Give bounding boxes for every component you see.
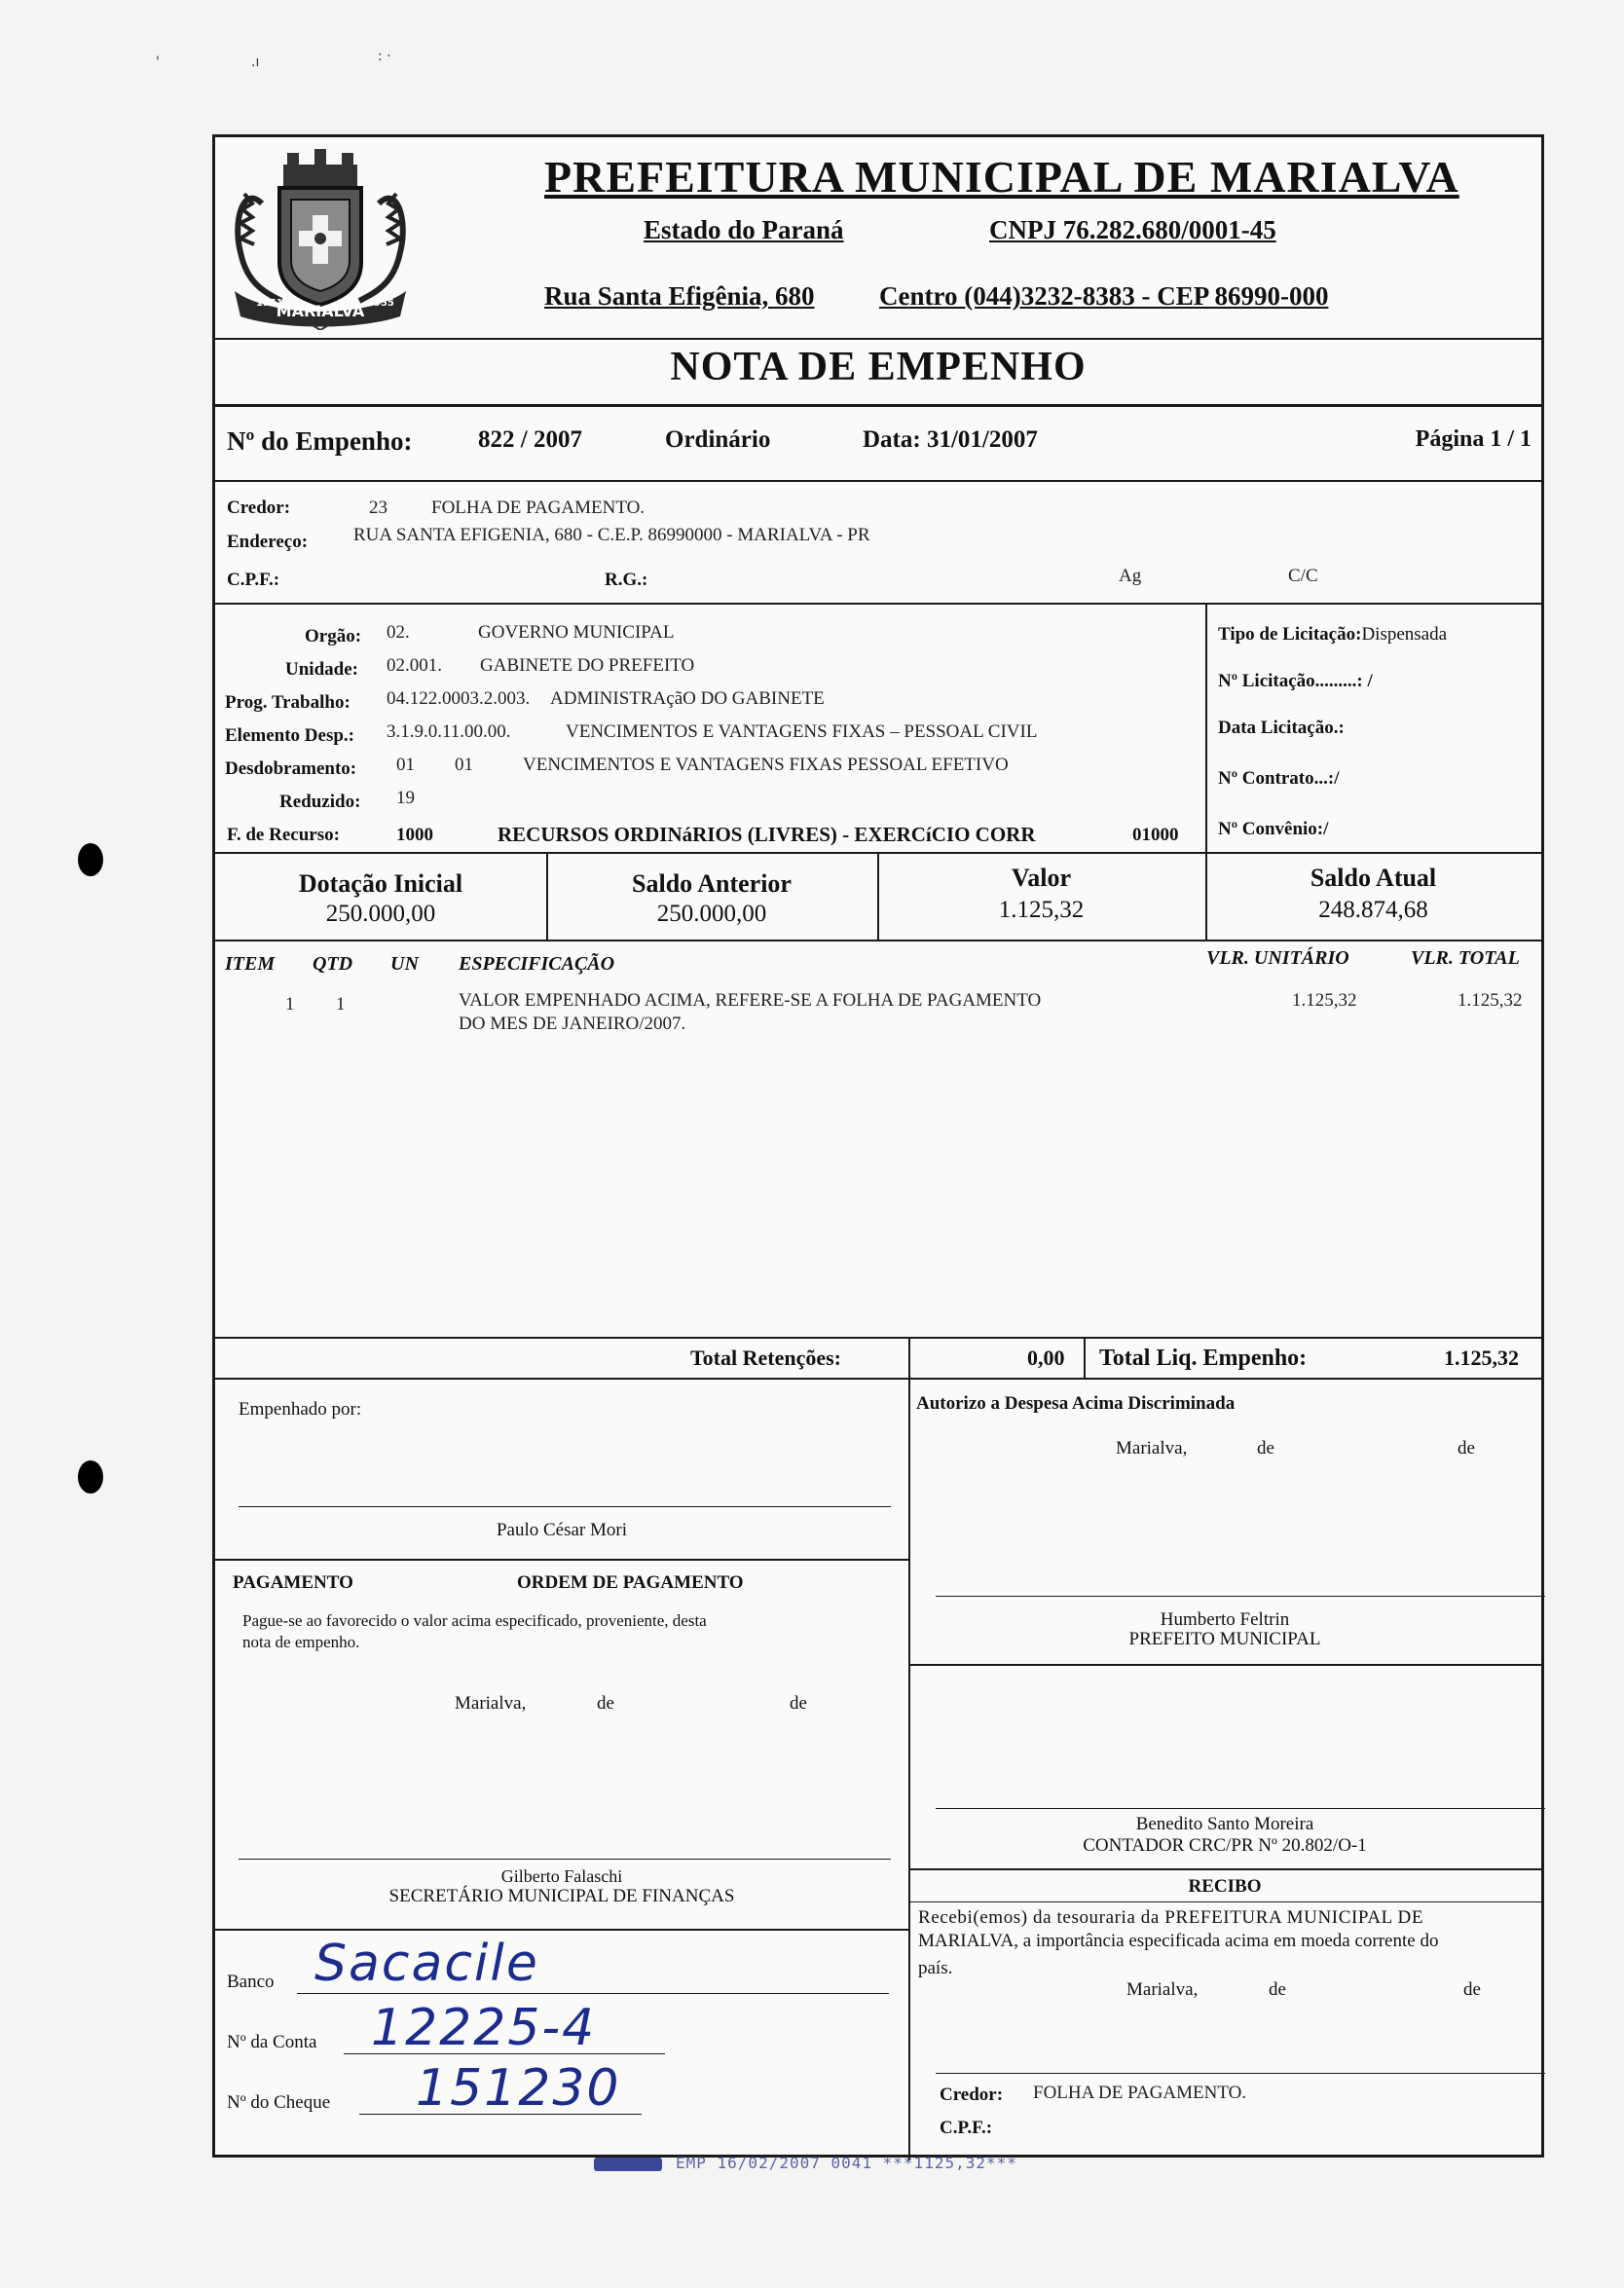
saldo-anterior-value: 250.000,00 [656, 901, 767, 927]
punch-hole-top [78, 843, 103, 876]
elemento-code: 3.1.9.0.11.00.00. [387, 721, 511, 742]
col-item-header: ITEM [225, 953, 276, 975]
punch-hole-bottom [78, 1460, 103, 1494]
total-liquido-value: 1.125,32 [1444, 1346, 1519, 1370]
account-label: C/C [1288, 566, 1318, 586]
unidade-name: GABINETE DO PREFEITO [480, 655, 695, 676]
page-title: PREFEITURA MUNICIPAL DE MARIALVA [544, 152, 1459, 202]
numero-contrato: Nº Contrato...:/ [1218, 768, 1340, 789]
saldo-atual-label: Saldo Atual [1310, 864, 1437, 892]
conta-label: Nº da Conta [227, 2032, 317, 2052]
scan-speck: : · [378, 49, 391, 64]
dotacao-inicial-label: Dotação Inicial [298, 869, 463, 898]
cheque-handwritten: 151230 [416, 2059, 621, 2118]
total-liquido-label: Total Liq. Empenho: [1099, 1346, 1308, 1371]
empenho-number-label: Nº do Empenho: [227, 426, 413, 456]
pagamento-text-line-2: nota de empenho. [242, 1633, 360, 1651]
col-un-header: UN [390, 953, 419, 975]
credor-code: 23 [369, 498, 388, 518]
scan-speck: ' [156, 55, 160, 70]
secretario-name: Gilberto Falaschi [500, 1866, 623, 1886]
recibo-text-line-3: país. [918, 1958, 953, 1978]
contact-info: Centro (044)3232-8383 - CEP 86990-000 [879, 281, 1329, 311]
fonte-recurso-name: RECURSOS ORDINáRIOS (LIVRES) - EXERCíCIO CORR [498, 823, 1036, 846]
prog-label: Prog. Trabalho: [225, 692, 351, 713]
city-coat-of-arms-icon [223, 145, 418, 330]
total-retencoes-value: 0,00 [1027, 1346, 1065, 1370]
col-qtd-header: QTD [313, 953, 353, 975]
empenho-number: 822 / 2007 [478, 426, 582, 453]
credor-name: FOLHA DE PAGAMENTO. [431, 498, 646, 518]
autorizo-place: Marialva, [1116, 1438, 1188, 1458]
empenhado-por-name: Paulo César Mori [496, 1520, 628, 1540]
item-qtd: 1 [336, 994, 346, 1015]
secretario-title: SECRETÁRIO MUNICIPAL DE FINANÇAS [388, 1886, 735, 1906]
unidade-label: Unidade: [285, 659, 358, 680]
conta-handwritten: 12225-4 [371, 1999, 597, 2057]
document-title: NOTA DE EMPENHO [670, 345, 1087, 389]
empenho-type: Ordinário [665, 426, 771, 453]
recibo-title: RECIBO [1188, 1876, 1262, 1897]
desdobramento-code-2: 01 [455, 755, 473, 775]
elemento-name: VENCIMENTOS E VANTAGENS FIXAS – PESSOAL CIVIL [566, 721, 1038, 742]
pagamento-de-2: de [790, 1693, 807, 1714]
desdobramento-name: VENCIMENTOS E VANTAGENS FIXAS PESSOAL EFETIVO [523, 755, 1009, 775]
recibo-text-line-1: Recebi(emos) da tesouraria da PREFEITURA MUNICIPAL DE [918, 1907, 1424, 1928]
col-especificacao-header: ESPECIFICAÇÃO [459, 953, 615, 975]
recibo-de-1: de [1269, 1979, 1286, 2000]
pagamento-label: PAGAMENTO [233, 1572, 353, 1593]
contador-name: Benedito Santo Moreira [1135, 1814, 1314, 1834]
fonte-recurso-code-2: 01000 [1132, 825, 1179, 845]
item-number: 1 [285, 994, 295, 1015]
numero-licitacao: Nº Licitação.........: / [1218, 671, 1373, 691]
item-description-line-2: DO MES DE JANEIRO/2007. [459, 1014, 686, 1034]
fonte-recurso-label: F. de Recurso: [227, 825, 340, 845]
prog-code: 04.122.0003.2.003. [387, 688, 531, 709]
svg-text:1955: 1955 [367, 298, 394, 309]
cpf-label: C.P.F.: [227, 570, 280, 590]
cheque-label: Nº do Cheque [227, 2092, 331, 2113]
valor-label: Valor [1011, 864, 1072, 892]
svg-text:MARIALVA: MARIALVA [276, 302, 365, 320]
banco-handwritten: Sacacile [314, 1935, 539, 1993]
item-total-value: 1.125,32 [1458, 990, 1523, 1011]
empenho-date: Data: 31/01/2007 [863, 426, 1038, 453]
credor-label: Credor: [227, 498, 291, 518]
contador-title: CONTADOR CRC/PR Nº 20.802/O-1 [1083, 1835, 1367, 1856]
nota-de-empenho-form [212, 134, 1544, 2158]
recibo-credor-value: FOLHA DE PAGAMENTO. [1033, 2083, 1247, 2103]
orgao-name: GOVERNO MUNICIPAL [478, 622, 675, 643]
recibo-de-2: de [1463, 1979, 1481, 2000]
desdobramento-code-1: 01 [396, 755, 415, 775]
scan-speck: .ı [251, 55, 260, 70]
elemento-label: Elemento Desp.: [225, 725, 354, 746]
prog-name: ADMINISTRAçãO DO GABINETE [550, 688, 825, 709]
reduzido-value: 19 [396, 788, 415, 808]
saldo-anterior-label: Saldo Anterior [632, 869, 792, 898]
autorizo-de-2: de [1458, 1438, 1475, 1458]
desdobramento-label: Desdobramento: [225, 758, 357, 779]
dotacao-inicial-value: 250.000,00 [325, 901, 436, 927]
prefeito-title: PREFEITO MUNICIPAL [1128, 1629, 1321, 1649]
pagamento-de-1: de [597, 1693, 614, 1714]
recibo-place: Marialva, [1126, 1979, 1199, 2000]
col-vlr-total-header: VLR. TOTAL [1411, 947, 1520, 969]
prefeito-name: Humberto Feltrin [1160, 1609, 1290, 1630]
pagamento-place: Marialva, [455, 1693, 527, 1714]
state-name: Estado do Paraná [644, 215, 844, 244]
data-licitacao: Data Licitação.: [1218, 718, 1345, 738]
orgao-label: Orgão: [305, 626, 362, 646]
col-vlr-unitario-header: VLR. UNITÁRIO [1206, 947, 1349, 969]
page-number: Página 1 / 1 [1415, 426, 1532, 452]
autorizo-de-1: de [1257, 1438, 1274, 1458]
saldo-atual-value: 248.874,68 [1318, 897, 1428, 923]
fonte-recurso-code: 1000 [396, 825, 433, 845]
cnpj: CNPJ 76.282.680/0001-45 [989, 215, 1276, 244]
credor-address: RUA SANTA EFIGENIA, 680 - C.E.P. 86990000 - MARIALVA - PR [353, 525, 870, 545]
unidade-code: 02.001. [387, 655, 442, 676]
recibo-text-line-2: MARIALVA, a importância especificada acima em moeda corrente do [918, 1931, 1439, 1951]
item-unit-value: 1.125,32 [1292, 990, 1357, 1011]
total-retencoes-label: Total Retenções: [690, 1346, 841, 1370]
valor-value: 1.125,32 [998, 897, 1085, 923]
svg-text:1951: 1951 [256, 298, 283, 309]
bank-validation-stamp: EMP 16/02/2007 0041 ***1125,32*** [594, 2154, 1017, 2172]
ordem-pagamento-label: ORDEM DE PAGAMENTO [517, 1572, 744, 1593]
numero-convenio: Nº Convênio:/ [1218, 819, 1329, 839]
recibo-credor-label: Credor: [940, 2085, 1004, 2105]
autorizo-despesa: Autorizo a Despesa Acima Discriminada [916, 1393, 1236, 1414]
address-label: Endereço: [227, 532, 309, 552]
empenhado-por-label: Empenhado por: [239, 1399, 362, 1420]
pagamento-text-line-1: Pague-se ao favorecido o valor acima especificado, proveniente, desta [242, 1611, 707, 1630]
rg-label: R.G.: [605, 570, 648, 590]
recibo-cpf-label: C.P.F.: [940, 2118, 993, 2138]
street-address: Rua Santa Efigênia, 680 [544, 281, 815, 311]
reduzido-label: Reduzido: [279, 792, 361, 812]
agency-label: Ag [1119, 566, 1142, 586]
orgao-code: 02. [387, 622, 410, 643]
tipo-licitacao: Tipo de Licitação:Dispensada [1218, 624, 1448, 645]
item-description-line-1: VALOR EMPENHADO ACIMA, REFERE-SE A FOLHA DE PAGAMENTO [459, 990, 1042, 1011]
banco-label: Banco [227, 1972, 275, 1992]
